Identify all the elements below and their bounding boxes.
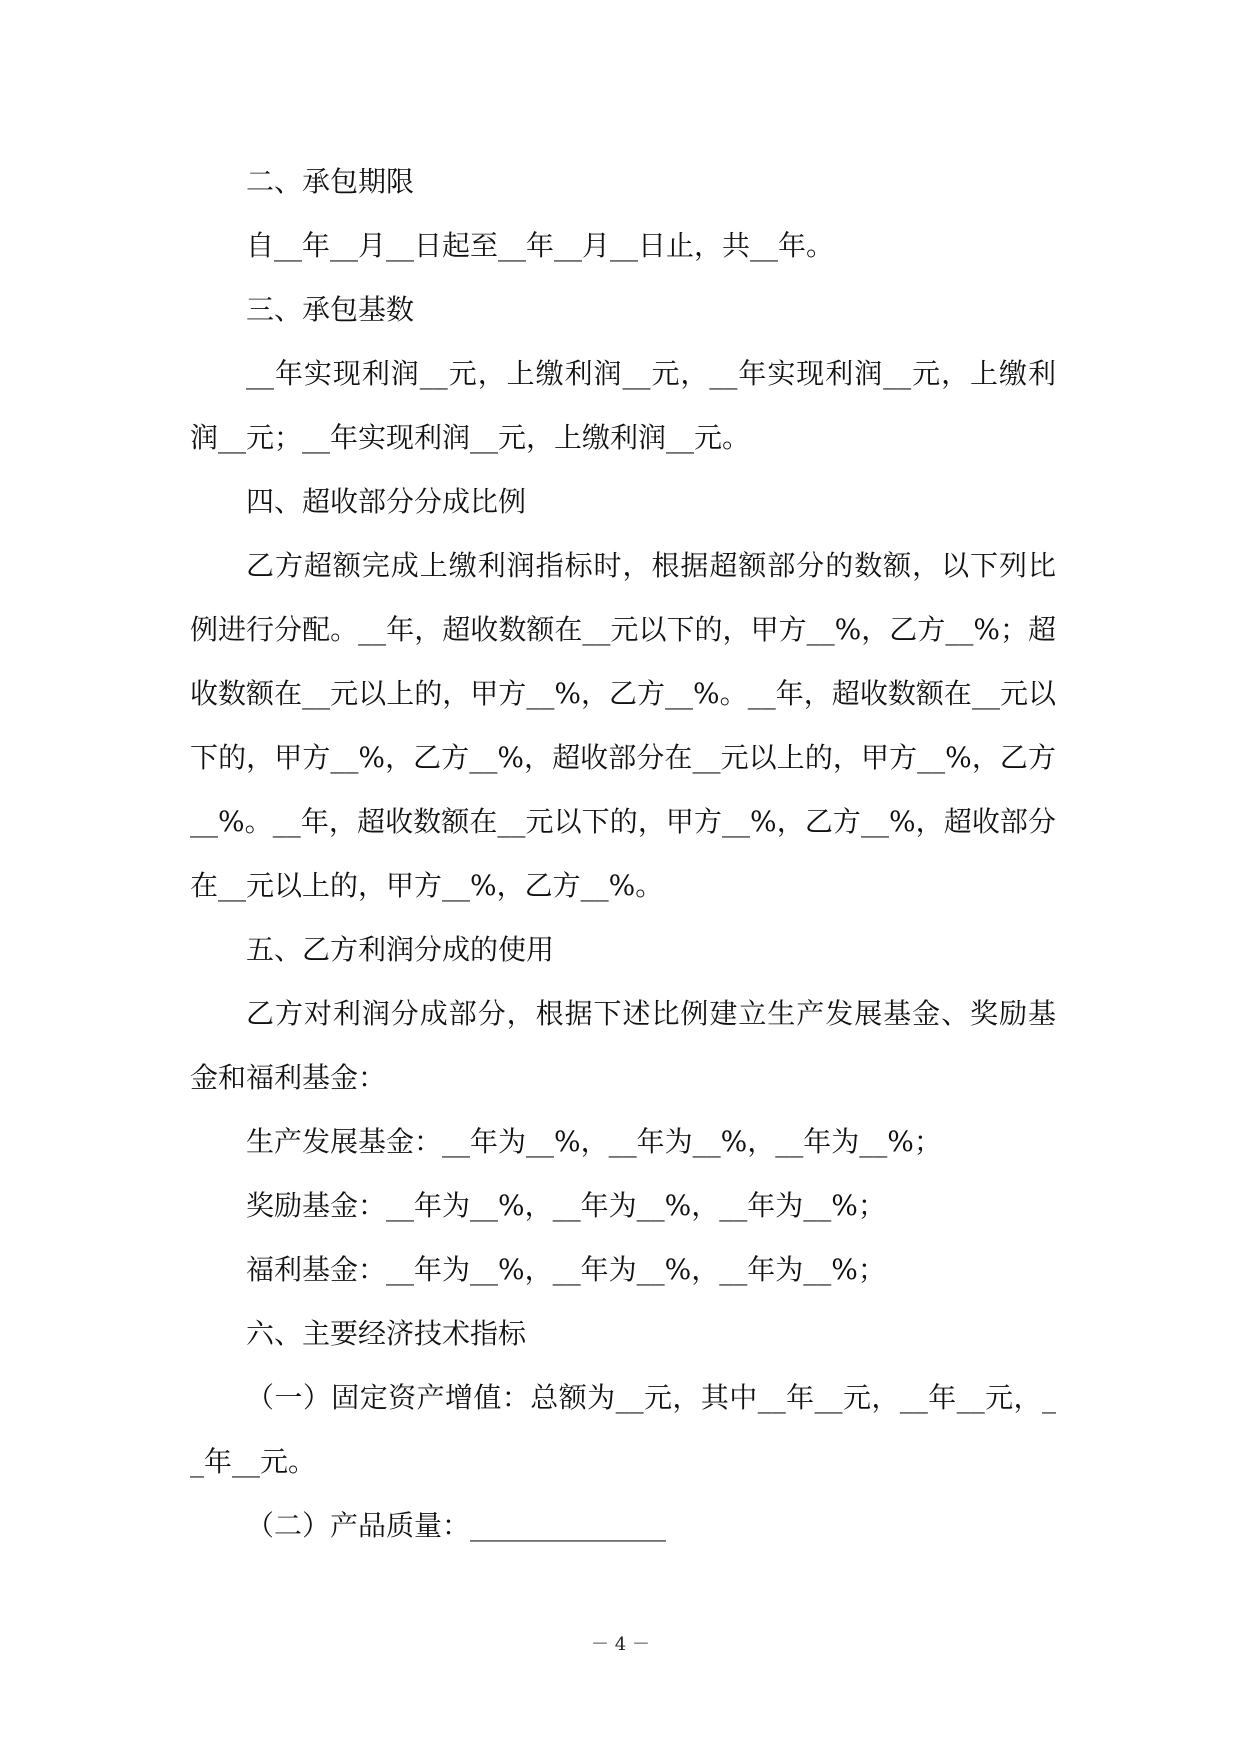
document-body (190, 150, 1056, 1558)
section-heading-excess-ratio: 四、超收部分分成比例 (246, 485, 527, 518)
term-paragraph: 自__年__月__日起至__年__月__日止，共__年。 (246, 229, 835, 262)
excess-ratio-paragraph: 乙方超额完成上缴利润指标时，根据超额部分的数额，以下列比例进行分配。__年，超收数额在__元以下的，甲方__%，乙方__%；超收数额在__元以上的，甲方__%，乙方__%。__年，超收数额在__元以下的，甲方__%，乙方__%，超收部分在__元以上的，甲方__%，乙方__%。__年，超收数额在__元以下的，甲方__%，乙方__%，超收部分在__元以上的，甲方__%，乙方__%。 (190, 549, 1056, 902)
section-heading-profit-use: 五、乙方利润分成的使用 (246, 933, 555, 966)
production-fund-line: 生产发展基金：__年为__%，__年为__%，__年为__%； (246, 1125, 942, 1158)
fixed-asset-paragraph: （一）固定资产增值：总额为__元，其中__年__元，__年__元，__年__元。 (190, 1381, 1056, 1478)
product-quality-line: （二）产品质量：______________ (246, 1509, 667, 1542)
welfare-fund-line: 福利基金：__年为__%，__年为__%，__年为__%； (246, 1253, 886, 1286)
profit-use-paragraph: 乙方对利润分成部分，根据下述比例建立生产发展基金、奖励基金和福利基金： (190, 997, 1056, 1094)
section-heading-indicators: 六、主要经济技术指标 (246, 1317, 527, 1350)
page-number: － 4 － (591, 1634, 650, 1655)
base-paragraph: __年实现利润__元，上缴利润__元，__年实现利润__元，上缴利润__元；__年实现利润__元，上缴利润__元。 (190, 357, 1056, 454)
section-heading-base: 三、承包基数 (246, 293, 415, 326)
section-heading-term: 二、承包期限 (246, 165, 415, 198)
reward-fund-line: 奖励基金：__年为__%，__年为__%，__年为__%； (246, 1189, 886, 1222)
